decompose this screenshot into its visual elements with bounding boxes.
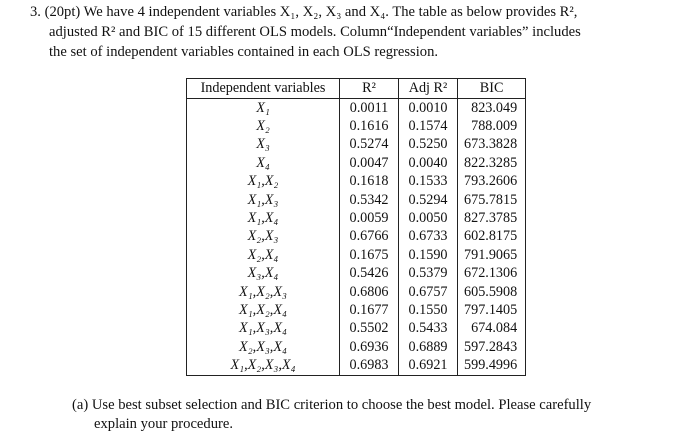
table-header-row bbox=[187, 79, 526, 99]
cell-bic: 675.7815 bbox=[458, 191, 526, 209]
cell-r-squared: 0.6766 bbox=[340, 228, 399, 246]
cell-r-squared: 0.1616 bbox=[340, 117, 399, 135]
table-row bbox=[187, 136, 526, 154]
table-row bbox=[187, 338, 526, 356]
cell-variables: X₁,X₂,X₄ bbox=[187, 301, 340, 319]
cell-adj-r-squared: 0.5379 bbox=[399, 265, 458, 283]
table-row bbox=[187, 99, 526, 118]
cell-r-squared: 0.1618 bbox=[340, 173, 399, 191]
cell-r-squared: 0.1677 bbox=[340, 301, 399, 319]
cell-adj-r-squared: 0.1590 bbox=[399, 246, 458, 264]
cell-bic: 823.049 bbox=[458, 99, 526, 118]
part-a-line-1: (a) Use best subset selection and BIC criterion to choose the best model. Please carefully bbox=[72, 397, 592, 413]
cell-r-squared: 0.0047 bbox=[340, 154, 399, 172]
cell-adj-r-squared: 0.5294 bbox=[399, 191, 458, 209]
cell-variables: X₁,X₂,X₃ bbox=[187, 283, 340, 301]
cell-adj-r-squared: 0.0010 bbox=[399, 99, 458, 118]
table-row bbox=[187, 265, 526, 283]
table-row bbox=[187, 191, 526, 209]
cell-r-squared: 0.6936 bbox=[340, 338, 399, 356]
cell-variables: X₁ bbox=[187, 99, 340, 118]
cell-variables: X₂,X₃ bbox=[187, 228, 340, 246]
cell-bic: 822.3285 bbox=[458, 154, 526, 172]
header-r-squared: R² bbox=[340, 79, 399, 99]
cell-adj-r-squared: 0.0050 bbox=[399, 209, 458, 227]
cell-variables: X₂,X₃,X₄ bbox=[187, 338, 340, 356]
cell-r-squared: 0.1675 bbox=[340, 246, 399, 264]
cell-bic: 788.009 bbox=[458, 117, 526, 135]
cell-adj-r-squared: 0.1533 bbox=[399, 173, 458, 191]
cell-variables: X₁,X₂ bbox=[187, 173, 340, 191]
cell-bic: 672.1306 bbox=[458, 265, 526, 283]
ols-results-table-wrapper bbox=[186, 78, 526, 376]
header-adj-r-squared: Adj R² bbox=[399, 79, 458, 99]
cell-bic: 602.8175 bbox=[458, 228, 526, 246]
cell-variables: X₂ bbox=[187, 117, 340, 135]
cell-r-squared: 0.5342 bbox=[340, 191, 399, 209]
table-row bbox=[187, 246, 526, 264]
cell-r-squared: 0.5274 bbox=[340, 136, 399, 154]
table-row bbox=[187, 154, 526, 172]
cell-bic: 791.9065 bbox=[458, 246, 526, 264]
cell-adj-r-squared: 0.6921 bbox=[399, 356, 458, 375]
cell-r-squared: 0.6983 bbox=[340, 356, 399, 375]
cell-adj-r-squared: 0.1550 bbox=[399, 301, 458, 319]
cell-variables: X₁,X₃,X₄ bbox=[187, 320, 340, 338]
part-a-line-2: explain your procedure. bbox=[94, 416, 233, 432]
table-row bbox=[187, 356, 526, 375]
cell-variables: X₃,X₄ bbox=[187, 265, 340, 283]
table-row bbox=[187, 117, 526, 135]
question-line-2: adjusted R² and BIC of 15 different OLS models. Column“Independent variables” includes bbox=[49, 24, 581, 40]
question-line-1: 3. (20pt) We have 4 independent variables X₁, X₂, X₃ and X₄. The table as below provides R², bbox=[30, 4, 578, 20]
cell-adj-r-squared: 0.6889 bbox=[399, 338, 458, 356]
question-text bbox=[30, 2, 670, 62]
cell-bic: 673.3828 bbox=[458, 136, 526, 154]
part-a-text bbox=[72, 396, 672, 434]
cell-adj-r-squared: 0.6733 bbox=[399, 228, 458, 246]
cell-r-squared: 0.5502 bbox=[340, 320, 399, 338]
cell-r-squared: 0.6806 bbox=[340, 283, 399, 301]
cell-bic: 797.1405 bbox=[458, 301, 526, 319]
cell-bic: 599.4996 bbox=[458, 356, 526, 375]
cell-r-squared: 0.0059 bbox=[340, 209, 399, 227]
table-row bbox=[187, 301, 526, 319]
cell-variables: X₁,X₃ bbox=[187, 191, 340, 209]
table-row bbox=[187, 209, 526, 227]
cell-bic: 793.2606 bbox=[458, 173, 526, 191]
cell-adj-r-squared: 0.1574 bbox=[399, 117, 458, 135]
cell-variables: X₄ bbox=[187, 154, 340, 172]
cell-r-squared: 0.0011 bbox=[340, 99, 399, 118]
cell-variables: X₂,X₄ bbox=[187, 246, 340, 264]
cell-adj-r-squared: 0.0040 bbox=[399, 154, 458, 172]
cell-variables: X₃ bbox=[187, 136, 340, 154]
cell-r-squared: 0.5426 bbox=[340, 265, 399, 283]
cell-bic: 605.5908 bbox=[458, 283, 526, 301]
table-row bbox=[187, 173, 526, 191]
table-body bbox=[187, 99, 526, 376]
cell-variables: X₁,X₂,X₃,X₄ bbox=[187, 356, 340, 375]
cell-variables: X₁,X₄ bbox=[187, 209, 340, 227]
header-independent-variables: Independent variables bbox=[187, 79, 340, 99]
cell-adj-r-squared: 0.6757 bbox=[399, 283, 458, 301]
table-row bbox=[187, 320, 526, 338]
ols-results-table bbox=[186, 78, 526, 376]
table-row bbox=[187, 283, 526, 301]
cell-bic: 827.3785 bbox=[458, 209, 526, 227]
cell-bic: 597.2843 bbox=[458, 338, 526, 356]
cell-adj-r-squared: 0.5433 bbox=[399, 320, 458, 338]
table-row bbox=[187, 228, 526, 246]
cell-adj-r-squared: 0.5250 bbox=[399, 136, 458, 154]
header-bic: BIC bbox=[458, 79, 526, 99]
question-line-3: the set of independent variables contained in each OLS regression. bbox=[49, 44, 439, 60]
cell-bic: 674.084 bbox=[458, 320, 526, 338]
